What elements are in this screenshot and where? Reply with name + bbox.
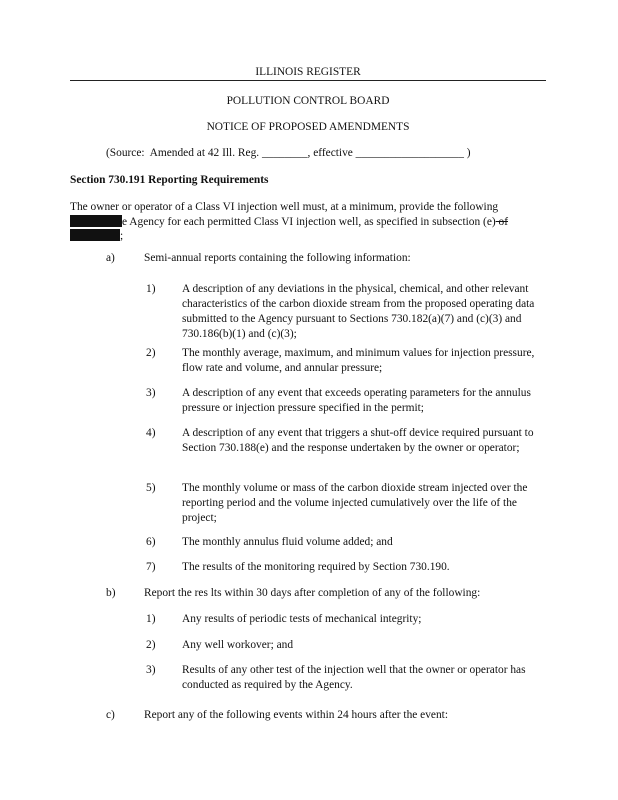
item-label: 4) (146, 427, 156, 439)
section-heading: Section 730.191 Reporting Requirements (70, 174, 269, 186)
item-label: 1) (146, 283, 156, 295)
item-label: c) (106, 709, 115, 721)
header-rule (70, 80, 546, 81)
item-text: Semi-annual reports containing the following information: (144, 252, 411, 264)
item-text: The monthly annulus fluid volume added; and (182, 536, 393, 548)
section-intro (70, 200, 550, 244)
item-label: 2) (146, 639, 156, 651)
item-text: A description of any deviations in the physical, chemical, and other relevant characteristics of the carbon dioxide stream from the proposed operating data submitted to the Agency pursuant to Sections 730.182(a)(7) and (c)(3) and 730.186(b)(1) and (c)(3); (182, 283, 535, 340)
item-label: 5) (146, 482, 156, 494)
item-label: a) (106, 252, 115, 264)
item-label: 7) (146, 561, 156, 573)
intro-struck-text: of (495, 215, 509, 228)
intro-text-end: ; (120, 230, 124, 243)
item-label: 6) (146, 536, 156, 548)
item-label: b) (106, 587, 116, 599)
item-text: Results of any other test of the injection well that the owner or operator has conducted as required by the Agency. (182, 664, 526, 691)
item-text: A description of any event that exceeds operating parameters for the annulus pressure or injection pressure specified in the permit; (182, 387, 531, 414)
board-name: POLLUTION CONTROL BOARD (226, 95, 390, 107)
intro-text-middle: e Agency for each permitted Class VI injection well, as specified in subsection (e) (122, 215, 496, 228)
item-text: The monthly average, maximum, and minimum values for injection pressure, flow rate and volume, and annular pressure; (182, 347, 535, 374)
item-text: Report the res lts within 30 days after completion of any of the following: (144, 587, 481, 599)
item-label: 3) (146, 664, 156, 676)
item-label: 3) (146, 387, 156, 399)
item-text: A description of any event that triggers a shut-off device required pursuant to Section 730.188(e) and the response undertaken by the owner or operator; (182, 427, 534, 454)
register-title: ILLINOIS REGISTER (255, 66, 361, 78)
item-text: The results of the monitoring required by Section 730.190. (182, 561, 450, 573)
item-text: The monthly volume or mass of the carbon dioxide stream injected over the reporting period and the volume injected cumulatively over the life of the project; (182, 482, 528, 524)
item-label: 2) (146, 347, 156, 359)
source-note: (Source: Amended at 42 Ill. Reg. ________, effective ___________________ ) (106, 147, 471, 159)
item-text: Report any of the following events within 24 hours after the event: (144, 709, 448, 721)
notice-title: NOTICE OF PROPOSED AMENDMENTS (206, 121, 410, 133)
item-text: Any well workover; and (182, 639, 294, 651)
redaction-block (70, 229, 120, 241)
item-label: 1) (146, 613, 156, 625)
intro-text-start: The owner or operator of a Class VI injection well must, at a minimum, provide the following (70, 201, 499, 213)
redaction-block (70, 215, 122, 227)
item-text: Any results of periodic tests of mechanical integrity; (182, 613, 422, 625)
